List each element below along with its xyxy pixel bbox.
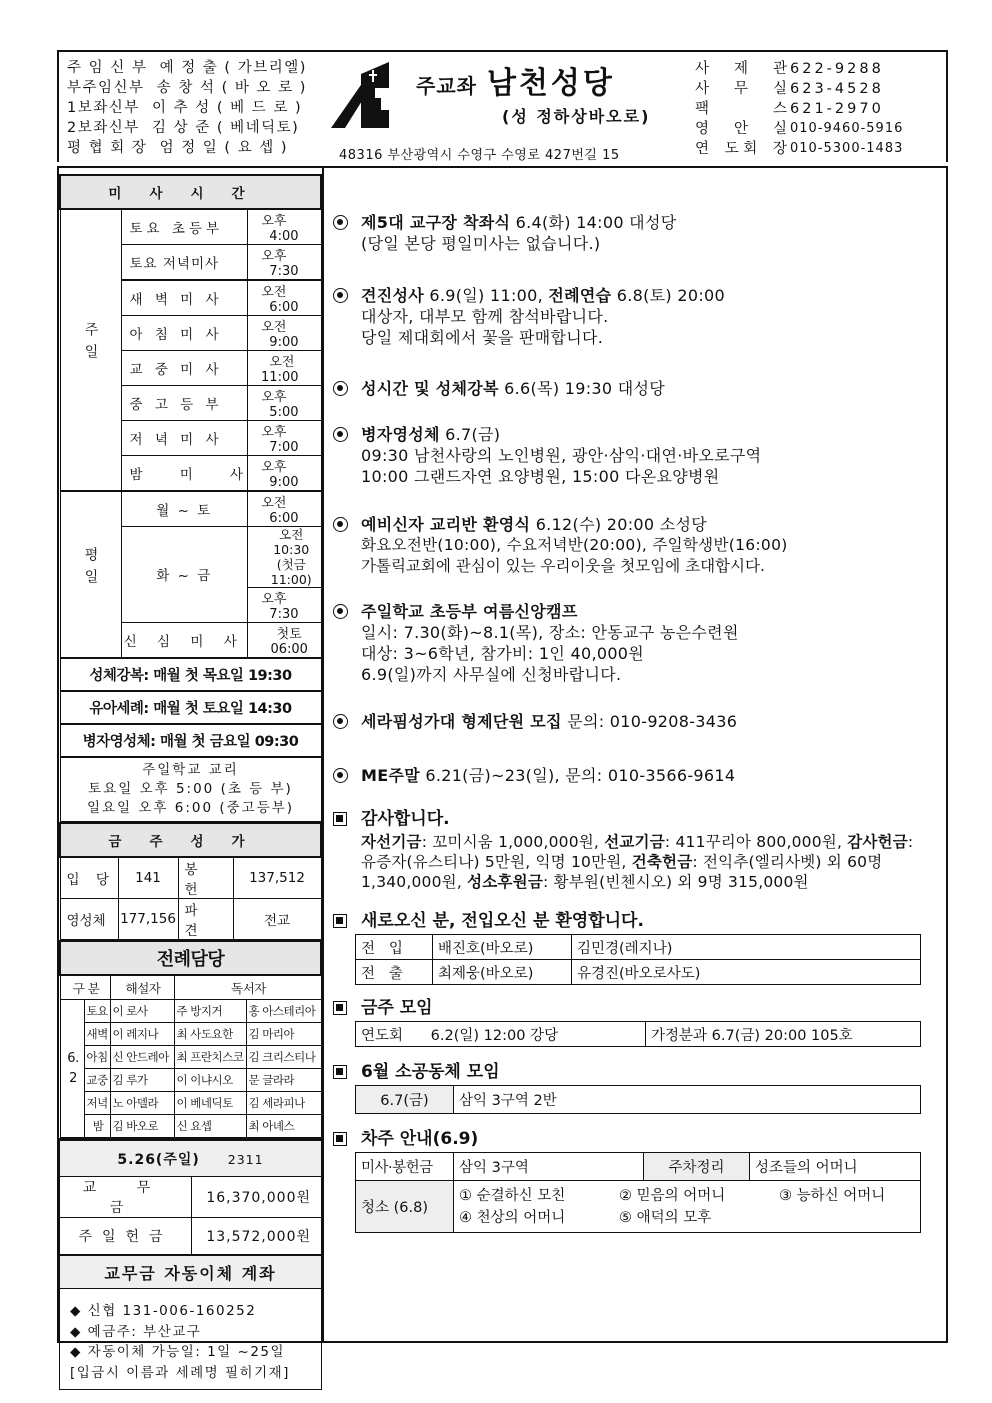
contact-number: 621-2970 <box>790 101 884 117</box>
contact-number: 622-9288 <box>790 61 884 77</box>
community-table <box>355 1085 921 1114</box>
reader-name: 최 프란치스코 <box>174 1046 246 1069</box>
contact-label: 팩 스 <box>695 101 787 117</box>
commentator-name: 이 로사 <box>110 1000 174 1023</box>
account-title: 교무금 자동이체 계좌 <box>60 1255 322 1289</box>
notice-line: 일시: 7.30(화)~8.1(목), 장소: 안동교구 농은수련원 <box>361 623 739 642</box>
title-prefix: 주교좌 <box>416 74 477 98</box>
liturgy-row <box>60 1092 321 1115</box>
liturgy-mass: 새벽 <box>84 1023 110 1046</box>
notice-text: 6.21(금)~23(일), 문의: 010-3566-9614 <box>419 766 736 785</box>
member-name: 최제웅(바오로) <box>433 960 572 985</box>
mass-time: 오전11:00 <box>247 350 321 385</box>
commentator-name: 김 루가 <box>110 1069 174 1092</box>
next-week-table <box>355 1152 921 1233</box>
radio-bullet-icon <box>333 381 348 396</box>
reader-name: 홍 아스테리아 <box>246 1000 321 1023</box>
notice-line: 6.9(일)까지 사무실에 신청바랍니다. <box>361 665 622 684</box>
donation-category: 감사헌금 <box>847 833 908 851</box>
notice-text: 6.4(화) 14:00 대성당 <box>510 213 677 232</box>
liturgy-mass: 밤 <box>84 1115 110 1138</box>
notice-title: ME주말 <box>361 766 420 785</box>
account-title-row <box>60 1255 322 1289</box>
donation-text: : 전익추(엘리사벳) 외 60명 1,340,000원, <box>361 853 883 891</box>
liturgy-mass: 교중 <box>84 1069 110 1092</box>
commentator-name: 이 레지나 <box>110 1023 174 1046</box>
member-name: 유경진(바오로사도) <box>572 960 921 985</box>
clergy-name: 송 창 석 ( 바 오 로 ) <box>156 80 307 96</box>
col-reader: 독서자 <box>174 975 321 1000</box>
liturgy-mass: 아침 <box>84 1046 110 1069</box>
special-schedule-row <box>60 658 321 691</box>
sunday-school-line: 일요일 오후 6:00 (중고등부) <box>86 799 295 816</box>
notice-text: 6.9(일) 11:00, <box>424 286 549 305</box>
square-bullet-icon <box>333 914 347 928</box>
contact-list <box>695 59 903 159</box>
notice-item <box>333 424 933 487</box>
liturgy-row <box>60 1023 321 1046</box>
community-row <box>356 1086 921 1114</box>
finance-row <box>60 1218 322 1255</box>
reader-name: 최 사도요한 <box>174 1023 246 1046</box>
finance-label: 교 무 금 <box>60 1177 192 1218</box>
contact-row <box>695 139 903 159</box>
notice-line: 09:30 남천사랑의 노인병원, 광안·삼익·대연·바오로구역 <box>361 446 762 465</box>
contact-number: 010-9460-5916 <box>790 121 904 136</box>
notice-line: 대상: 3~6학년, 참가비: 1인 40,000원 <box>361 644 645 663</box>
clergy-role: 주 임 신 부 <box>67 60 148 76</box>
square-bullet-icon <box>333 1065 347 1079</box>
col-division: 구 분 <box>60 975 110 1000</box>
col-commentator: 해설자 <box>110 975 174 1000</box>
notice-text: 6.12(수) 20:00 소성당 <box>530 515 708 534</box>
notice-line: 당일 제대회에서 꽃을 판매합니다. <box>361 328 604 347</box>
account-line: ◆ 신협 131-006-160252 <box>70 1303 257 1320</box>
mass-name: 저 녁 미 사 <box>121 420 247 455</box>
finance-value: 16,370,000원 <box>192 1177 322 1218</box>
hymn-label: 영성체 <box>60 898 118 939</box>
clergy-role: 2보좌신부 <box>67 120 140 136</box>
offering-label: 미사·봉헌금 <box>356 1153 454 1181</box>
hymn-number: 전교 <box>233 898 321 939</box>
contact-label: 사 제 관 <box>695 61 787 77</box>
clergy-role: 평 협 회 장 <box>67 140 148 156</box>
liturgy-row <box>60 1000 321 1023</box>
weekday-label: 평일 <box>60 491 121 658</box>
infant-baptism-schedule: 유아세례: 매월 첫 토요일 14:30 <box>60 691 321 724</box>
parish-address: 48316 부산광역시 수영구 수영로 427번길 15 <box>339 148 620 163</box>
mass-schedule-title: 미사시간 <box>60 175 321 209</box>
community-date: 6.7(금) <box>356 1086 454 1114</box>
square-bullet-icon <box>333 1132 347 1146</box>
mass-name: 밤 미 사 <box>121 455 247 491</box>
liturgy-row <box>60 1046 321 1069</box>
contact-number: 010-5300-1483 <box>790 141 904 156</box>
parking-value: 성조들의 어머니 <box>750 1153 921 1181</box>
cleaning-line: ④ 천상의 어머니 ⑤ 애덕의 모후 <box>459 1209 712 1226</box>
meetings-title: 금주 모임 <box>333 997 933 1019</box>
left-column <box>59 174 322 1390</box>
mass-row <box>60 491 321 527</box>
mass-time: 오전 10:30 (첫금 11:00) <box>247 526 321 587</box>
finance-date-row <box>60 1140 322 1177</box>
square-bullet-icon <box>333 812 347 826</box>
liturgy-duty-title: 전례담당 <box>60 941 321 975</box>
weekly-hymns-title: 금주성가 <box>60 823 321 857</box>
mass-name: 새 벽 미 사 <box>121 280 247 316</box>
hymn-number: 141 <box>118 857 178 899</box>
contact-row <box>695 119 903 139</box>
sunday-label: 주일 <box>60 209 121 491</box>
community-section <box>333 1061 933 1114</box>
liturgy-duty-table <box>59 940 322 1139</box>
cleaning-assignments <box>454 1181 921 1233</box>
donation-category: 건축헌금 <box>631 853 693 871</box>
thanks-section <box>333 808 933 892</box>
mass-time: 오전6:00 <box>247 280 321 316</box>
account-info-row <box>60 1289 322 1390</box>
hymn-row <box>60 898 321 939</box>
mass-time: 오후9:00 <box>247 455 321 491</box>
account-line: ◆ 자동이체 가능일: 1일 ~25일 <box>70 1344 286 1361</box>
next-week-row <box>356 1153 921 1181</box>
square-bullet-icon <box>333 1001 347 1015</box>
notice-line: 10:00 그랜드자연 요양병원, 15:00 다온요양병원 <box>361 467 720 486</box>
finance-date <box>60 1140 322 1177</box>
mass-name: 아 침 미 사 <box>121 315 247 350</box>
finance-value: 13,572,000원 <box>192 1218 322 1255</box>
cleaning-label: 청소 (6.8) <box>356 1181 454 1233</box>
radio-bullet-icon <box>333 517 348 532</box>
meeting-item: 가정분과 6.7(금) 20:00 105호 <box>646 1022 921 1047</box>
contact-label: 사 무 실 <box>695 81 787 97</box>
notice-title: 성시간 및 성체강복 <box>361 379 499 398</box>
clergy-role: 부주임신부 <box>67 80 145 96</box>
meetings-table <box>355 1021 921 1047</box>
notice-title: 견진성사 <box>361 286 425 305</box>
radio-bullet-icon <box>333 768 348 783</box>
notice-line: 가톨릭교회에 관심이 있는 우리이웃을 첫모임에 초대합시다. <box>361 557 765 575</box>
clergy-row <box>67 138 307 158</box>
mass-time: 오후7:00 <box>247 420 321 455</box>
sick-communion-schedule: 병자영성체: 매월 첫 금요일 09:30 <box>60 724 321 757</box>
meeting-item: 연도회 6.2(일) 12:00 강당 <box>356 1022 646 1047</box>
community-title: 6월 소공동체 모임 <box>333 1061 933 1083</box>
reader-name: 김 크리스티나 <box>246 1046 321 1069</box>
clergy-row <box>67 118 307 138</box>
notice-title: 병자영성체 <box>361 425 440 444</box>
finance-row <box>60 1177 322 1218</box>
welcome-title: 새로오신 분, 전입오신 분 환영합니다. <box>333 910 933 932</box>
notice-title: 예비신자 교리반 환영식 <box>361 515 531 534</box>
notice-title: 세라핌성가대 형제단원 모집 <box>361 712 562 731</box>
parish-logo-icon <box>331 62 401 130</box>
offering-value: 삼익 3구역 <box>454 1153 644 1181</box>
clergy-name: 엄 정 일 ( 요 셉 ) <box>159 140 289 156</box>
liturgy-header-row <box>60 975 321 1000</box>
finance-date-label: 5.26(주일) <box>117 1151 200 1168</box>
finance-label: 주일헌금 <box>60 1218 192 1255</box>
liturgy-mass: 토요 <box>84 1000 110 1023</box>
welcome-row <box>356 935 921 960</box>
radio-bullet-icon <box>333 604 348 619</box>
hymn-number: 177,156 <box>118 898 178 939</box>
community-group: 삼익 3구역 2반 <box>454 1086 921 1114</box>
clergy-name: 김 상 준 ( 베네딕토) <box>151 120 300 136</box>
commentator-name: 노 아델라 <box>110 1092 174 1115</box>
mass-name: 화 ~ 금 <box>121 526 247 622</box>
donation-text: : 꼬미시움 1,000,000원, <box>421 833 605 851</box>
mass-name: 중 고 등 부 <box>121 385 247 420</box>
notice-item <box>333 601 933 685</box>
contact-row <box>695 99 903 119</box>
account-note: [입금시 이름과 세례명 필히기재] <box>70 1364 290 1381</box>
reader-name: 최 아녜스 <box>246 1115 321 1138</box>
adoration-schedule: 성체강복: 매월 첫 목요일 19:30 <box>60 658 321 691</box>
notice-title: 제5대 교구장 착좌식 <box>361 213 511 232</box>
welcome-section <box>333 910 933 985</box>
mass-schedule-table <box>59 174 322 822</box>
reader-name: 김 마리아 <box>246 1023 321 1046</box>
reader-name: 신 요셉 <box>174 1115 246 1138</box>
donation-text: : 황부원(빈첸시오) 외 9명 315,000원 <box>543 873 809 891</box>
donation-category: 성소후원금 <box>467 873 543 891</box>
finance-code: 2311 <box>227 1151 264 1167</box>
radio-bullet-icon <box>333 215 348 230</box>
contact-row <box>695 79 903 99</box>
donation-text: : 유증자(유스티나) 5만원, 익명 10만원, <box>361 833 914 871</box>
commentator-name: 김 바오로 <box>110 1115 174 1138</box>
notice-line: (당일 본당 평일미사는 없습니다.) <box>361 234 601 253</box>
mass-time: 오후4:00 <box>247 209 321 245</box>
notice-text: 6.8(토) 20:00 <box>611 286 725 305</box>
liturgy-mass: 저녁 <box>84 1092 110 1115</box>
column-divider <box>322 166 324 1343</box>
clergy-role: 1보좌신부 <box>67 100 140 116</box>
mass-name: 신 심 미 사 <box>121 622 247 658</box>
next-week-row <box>356 1181 921 1233</box>
mass-time: 오후7:30 <box>247 244 321 280</box>
mass-time: 오후7:30 <box>247 587 321 622</box>
contact-label: 영 안 실 <box>695 121 787 137</box>
next-week-section <box>333 1128 933 1233</box>
reader-name: 김 세라피나 <box>246 1092 321 1115</box>
mass-name: 월 ~ 토 <box>121 491 247 527</box>
mass-row <box>60 209 321 245</box>
sunday-school-line: 토요일 오후 5:00 (초 등 부) <box>88 780 293 797</box>
hymn-label: 파 견 <box>178 898 233 939</box>
weekly-hymns-table <box>59 822 322 940</box>
member-name: 배진호(바오로) <box>433 935 572 960</box>
thanks-title: 감사합니다. <box>333 808 933 830</box>
clergy-row <box>67 98 307 118</box>
reader-name: 문 글라라 <box>246 1069 321 1092</box>
finance-table <box>59 1138 322 1390</box>
notice-item <box>333 378 933 399</box>
sunday-school-title: 주일학교 교리 <box>142 761 239 778</box>
thanks-body <box>333 832 933 892</box>
notice-title: 전례연습 <box>548 286 612 305</box>
next-week-title: 차주 안내(6.9) <box>333 1128 933 1150</box>
donation-category: 자선기금 <box>361 833 422 851</box>
special-schedule-row <box>60 724 321 757</box>
mass-time: 첫토 06:00 <box>247 622 321 658</box>
clergy-row <box>67 78 307 98</box>
mass-name: 토요 초등부 <box>121 209 247 245</box>
meeting-row <box>356 1022 921 1047</box>
notice-line: 화요오전반(10:00), 수요저녁반(20:00), 주일학생반(16:00) <box>361 536 788 554</box>
notice-text: 문의: 010-9208-3436 <box>561 712 738 731</box>
liturgy-date: 6. 2 <box>60 1000 84 1138</box>
reader-name: 주 방지거 <box>174 1000 246 1023</box>
hymn-number: 137,512 <box>233 857 321 899</box>
radio-bullet-icon <box>333 714 348 729</box>
notice-item <box>333 285 933 348</box>
mass-name: 토요 저녁미사 <box>121 244 247 280</box>
account-info <box>60 1289 322 1390</box>
reader-name: 이 이냐시오 <box>174 1069 246 1092</box>
mass-name: 교 중 미 사 <box>121 350 247 385</box>
parking-label: 주차정리 <box>644 1153 750 1181</box>
notice-text: 6.7(금) <box>439 425 501 444</box>
special-schedule-row <box>60 691 321 724</box>
radio-bullet-icon <box>333 288 348 303</box>
sunday-school-info <box>60 757 321 822</box>
welcome-row <box>356 960 921 985</box>
title-main: 남천성당 <box>486 66 615 101</box>
liturgy-row <box>60 1115 321 1138</box>
contact-label: 연 도 회 장 <box>695 141 787 157</box>
cleaning-line: ① 순결하신 모친 ② 믿음의 어머니 ③ 능하신 어머니 <box>459 1187 886 1204</box>
hymn-label: 입 당 <box>60 857 118 899</box>
commentator-name: 신 안드레아 <box>110 1046 174 1069</box>
donation-category: 선교기금 <box>604 833 665 851</box>
parish-title <box>416 58 615 102</box>
welcome-label: 전 입 <box>356 935 433 960</box>
notice-line: 대상자, 대부모 함께 참석바랍니다. <box>361 307 609 326</box>
notice-item <box>333 514 933 577</box>
liturgy-row <box>60 1069 321 1092</box>
clergy-name: 예 정 출 ( 가브리엘) <box>159 60 307 76</box>
hymn-row <box>60 857 321 899</box>
welcome-table <box>355 934 921 985</box>
clergy-list <box>67 58 307 158</box>
clergy-name: 이 추 성 ( 베 드 로 ) <box>151 100 303 116</box>
meetings-section <box>333 997 933 1047</box>
contact-row <box>695 59 903 79</box>
welcome-label: 전 출 <box>356 960 433 985</box>
clergy-row <box>67 58 307 78</box>
hymn-label: 봉 헌 <box>178 857 233 899</box>
notice-item <box>333 711 933 732</box>
contact-number: 623-4528 <box>790 81 884 97</box>
sunday-school-row <box>60 757 321 822</box>
reader-name: 이 베네딕토 <box>174 1092 246 1115</box>
member-name: 김민경(레지나) <box>572 935 921 960</box>
right-column <box>333 212 933 1233</box>
notice-item <box>333 212 933 254</box>
notice-item <box>333 765 933 786</box>
bulletin-header <box>57 50 948 162</box>
parish-patron: (성 정하상바오로) <box>502 107 651 126</box>
mass-time: 오후5:00 <box>247 385 321 420</box>
notice-title: 주일학교 초등부 여름신앙캠프 <box>361 602 578 621</box>
mass-time: 오전9:00 <box>247 315 321 350</box>
mass-time: 오전6:00 <box>247 491 321 527</box>
notice-text: 6.6(목) 19:30 대성당 <box>498 379 666 398</box>
account-line: ◆ 예금주: 부산교구 <box>70 1323 202 1340</box>
donation-text: : 411꾸리아 800,000원, <box>664 833 848 851</box>
radio-bullet-icon <box>333 427 348 442</box>
